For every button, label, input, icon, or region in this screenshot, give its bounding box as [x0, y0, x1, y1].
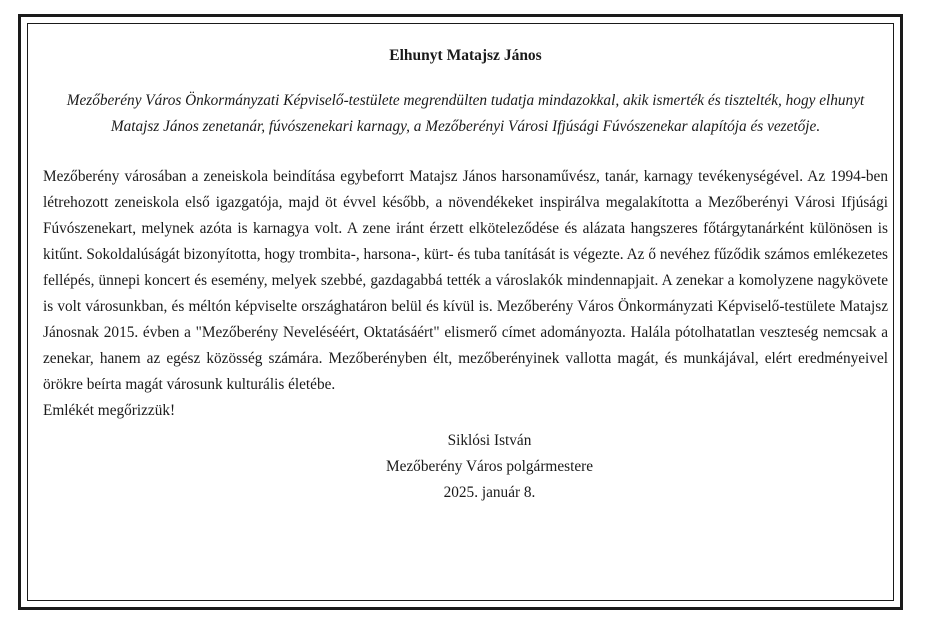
closing-line: Emlékét megőrizzük!: [43, 402, 176, 419]
signature-block: [43, 428, 888, 506]
obituary-notice: [43, 46, 888, 506]
body-paragraph: Mezőberény városában a zeneiskola beindítása egybeforrt Matajsz János harsonaművész, tanár, karnagy tevékenységével. Az 1994-ben létrehozott zeneiskola első igazgatója, majd öt évvel később, a növendékeket inspirálva megalakította a Mezőberényi Városi Ifjúsági Fúvószenekart, melynek azóta is karnagya volt. A zene iránt érzett elköteleződése és alázata hangszeres főtárgytanárként különösen is kitűnt. Sokoldalúságát bizonyította, hogy trombita-, harsona-, kürt- és tuba tanítását is végezte. Az ő nevéhez fűződik számos emlékezetes fellépés, ünnepi koncert és esemény, melyek szebbé, gazdagabbá tették a városlakók mindennapjait. A zenekar a komolyzene nagykövete is volt városunkban, és méltón képviselte országhatáron belül és kívül is. Mezőberény Város Önkormányzati Képviselő-testülete Matajsz Jánosnak 2015. évben a "Mezőberény Neveléséért, Oktatásáért" elismerő címet adományozta. Halála pótolhatatlan veszteség nemcsak a zenekar, hanem az egész közösség számára. Mezőberényben élt, mezőberényinek vallotta magát, és munkájával, elért eredményeivel örökre beírta magát városunk kulturális életébe.: [43, 168, 888, 393]
signer-name: Siklósi István: [447, 432, 532, 449]
signer-role: Mezőberény Város polgármestere: [386, 458, 593, 475]
signature-date: 2025. január 8.: [443, 484, 536, 501]
notice-title: Elhunyt Matajsz János: [389, 47, 542, 64]
intro-paragraph: Mezőberény Város Önkormányzati Képviselő-testülete megrendülten tudatja mindazokkal, akik ismerték és tisztelték, hogy elhunyt Matajsz János zenetanár, fúvószenekari karnagy, a Mezőberényi Városi Ifjúsági Fúvószenekar alapítója és vezetője.: [66, 92, 865, 135]
